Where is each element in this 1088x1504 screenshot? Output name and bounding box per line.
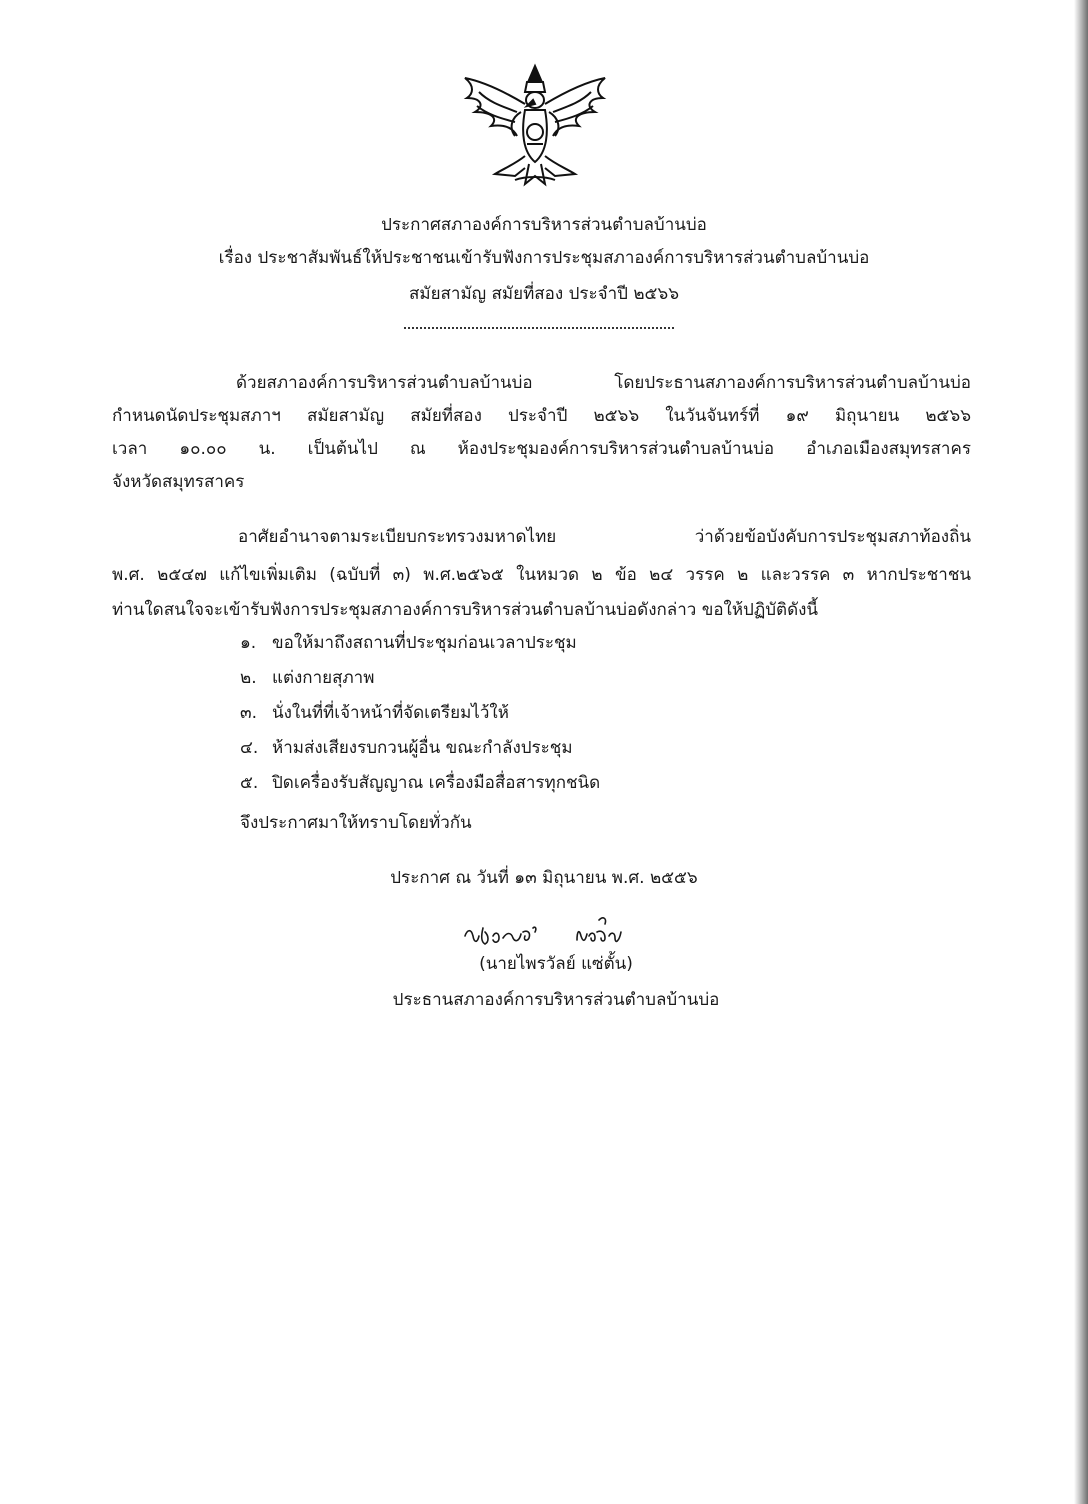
- para1-line3: เวลา ๑๐.๐๐ น. เป็นต้นไป ณ ห้องประชุมองค์การบริหารส่วนตำบลบ้านบ่อ อำเภอเมืองสมุทรสาคร: [112, 439, 971, 459]
- para2-line2: พ.ศ. ๒๕๔๗ แก้ไขเพิ่มเติม (ฉบับที่ ๓) พ.ศ.๒๕๖๕ ในหมวด ๒ ข้อ ๒๔ วรรค ๒ และวรรค ๓ หากประชาชน: [112, 565, 971, 585]
- para1-line2: กำหนดนัดประชุมสภาฯ สมัยสามัญ สมัยที่สอง ประจำปี ๒๕๖๖ ในวันจันทร์ที่ ๑๙ มิถุนายน ๒๕๖๖: [112, 406, 971, 426]
- list-item: [240, 632, 577, 654]
- list-item-number: ๔.: [240, 738, 259, 758]
- list-item-text: แต่งกายสุภาพ: [272, 668, 375, 688]
- signatory-position: ประธานสภาองค์การบริหารส่วนตำบลบ้านบ่อ: [392, 990, 720, 1010]
- list-item-number: ๒.: [240, 668, 257, 688]
- announcement-subject: เรื่อง ประชาสัมพันธ์ให้ประชาชนเข้ารับฟังการประชุมสภาองค์การบริหารส่วนตำบลบ้านบ่อ: [218, 248, 870, 268]
- list-item-number: ๓.: [240, 703, 258, 723]
- announcement-session: สมัยสามัญ สมัยที่สอง ประจำปี ๒๕๖๖: [408, 284, 679, 304]
- dotted-divider: [404, 327, 674, 329]
- list-item-text: ขอให้มาถึงสถานที่ประชุมก่อนเวลาประชุม: [272, 633, 577, 653]
- para2-line3: ท่านใดสนใจจะเข้ารับฟังการประชุมสภาองค์การบริหารส่วนตำบลบ้านบ่อดังกล่าว ขอให้ปฏิบัติดังนี้: [112, 600, 819, 620]
- announcement-date: ประกาศ ณ วันที่ ๑๓ มิถุนายน พ.ศ. ๒๕๕๖: [390, 868, 698, 888]
- list-item-text: นั่งในที่ที่เจ้าหน้าที่จัดเตรียมไว้ให้: [272, 703, 509, 723]
- list-item-number: ๑.: [240, 633, 257, 653]
- list-item: [240, 702, 509, 724]
- list-item: [240, 667, 374, 689]
- list-item: [240, 772, 600, 794]
- list-item-text: ห้ามส่งเสียงรบกวนผู้อื่น ขณะกำลังประชุม: [272, 738, 573, 758]
- para1-line1: ด้วยสภาองค์การบริหารส่วนตำบลบ้านบ่อ โดยประธานสภาองค์การบริหารส่วนตำบลบ้านบ่อ: [236, 373, 971, 393]
- list-item: [240, 737, 573, 759]
- closing-statement: จึงประกาศมาให้ทราบโดยทั่วกัน: [240, 813, 472, 833]
- handwritten-signature: [455, 906, 695, 954]
- list-item-number: ๕.: [240, 773, 259, 793]
- announcement-title: ประกาศสภาองค์การบริหารส่วนตำบลบ้านบ่อ: [381, 215, 707, 235]
- list-item-text: ปิดเครื่องรับสัญญาณ เครื่องมือสื่อสารทุกชนิด: [272, 773, 601, 793]
- signatory-name: (นายไพรวัลย์ แซ่ตั้น): [479, 954, 633, 974]
- para2-line1: อาศัยอำนาจตามระเบียบกระทรวงมหาดไทย ว่าด้วยข้อบังคับการประชุมสภาท้องถิ่น: [238, 527, 971, 547]
- para1-line4: จังหวัดสมุทรสาคร: [112, 472, 245, 492]
- garuda-emblem-icon: [455, 52, 615, 192]
